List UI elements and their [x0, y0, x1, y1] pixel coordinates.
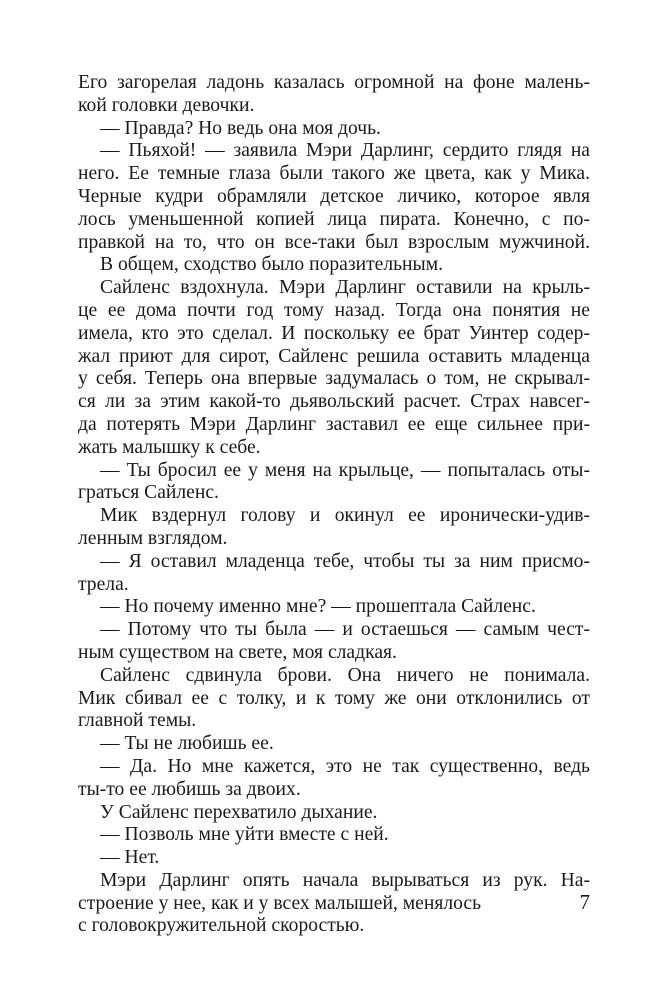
text-line: Черные кудри обрамляли детское личико, которое явля — [78, 185, 590, 207]
text-line: В общем, сходство было поразительным. — [100, 254, 444, 276]
text-line: це ее дома почти год тому назад. Тогда она понятия не — [78, 299, 590, 321]
text-line: у себя. Теперь она впервые задумалась о том, не скрывал- — [78, 368, 590, 390]
text-line: Мик сбивал ее с толку, и к тому же они отклонились от — [78, 687, 590, 709]
page-number: 7 — [579, 890, 590, 914]
text-line: имела, кто это сделал. И поскольку ее брат Уинтер содер- — [78, 322, 590, 344]
text-line: ным существом на свете, моя сладкая. — [78, 641, 397, 663]
text-line: Его загорелая ладонь казалась огромной на фоне малень- — [78, 72, 590, 93]
text-line: правкой на то, что он все-таки был взрослым мужчиной. — [78, 231, 590, 253]
text-line: ты-то ее любишь за двоих. — [78, 778, 301, 800]
text-line: ся ли за этим какой-то дьявольский расчет. Страх навсег- — [78, 391, 590, 413]
text-line: — Ты не любишь ее. — [100, 733, 274, 755]
text-line: да потерять Мэри Дарлинг заставил ее еще сильнее при- — [78, 413, 590, 435]
text-line: — Нет. — [100, 847, 160, 869]
text-line: жал приют для сирот, Сайленс решила оставить младенца — [78, 345, 590, 367]
text-line: — Я оставил младенца тебе, чтобы ты за ним присмо- — [100, 550, 590, 572]
text-line: главной темы. — [78, 710, 197, 732]
text-line: Сайленс вздохнула. Мэри Дарлинг оставили на крыль- — [100, 277, 590, 299]
text-line: граться Сайленс. — [78, 482, 219, 504]
body-text — [78, 72, 590, 938]
text-line: ленным взглядом. — [78, 527, 228, 549]
text-line: строение у нее, как и у всех малышей, менялось — [78, 892, 482, 914]
text-line: — Пьяхой! — заявила Мэри Дарлинг, сердито глядя на — [100, 140, 590, 162]
text-line: Мэри Дарлинг опять начала вырываться из рук. На- — [100, 869, 590, 891]
text-line: — Ты бросил ее у меня на крыльце, — попыталась оты- — [100, 459, 590, 481]
text-line: — Позволь мне уйти вместе с ней. — [100, 824, 389, 846]
text-line: него. Ее темные глаза были такого же цвета, как у Мика. — [78, 163, 590, 185]
text-line: — Но почему именно мне? — прошептала Сайленс. — [100, 596, 536, 618]
text-line: — Правда? Но ведь она моя дочь. — [100, 117, 381, 139]
text-line: — Потому что ты была — и остаешься — самым чест- — [100, 619, 590, 641]
text-line: У Сайленс перехватило дыхание. — [100, 801, 378, 823]
text-line: лось уменьшенной копией лица пирата. Конечно, с по- — [78, 208, 590, 230]
text-line: жать малышку к себе. — [78, 436, 261, 458]
text-line: Мик вздернул голову и окинул ее иронически-удив- — [100, 505, 590, 527]
text-line: — Да. Но мне кажется, это не так существенно, ведь — [100, 755, 590, 777]
text-line: кой головки девочки. — [78, 94, 255, 116]
text-line: трела. — [78, 573, 129, 595]
text-line: Сайленс сдвинула брови. Она ничего не понимала. — [100, 664, 590, 686]
text-line: с головокружительной скоростью. — [78, 915, 365, 937]
